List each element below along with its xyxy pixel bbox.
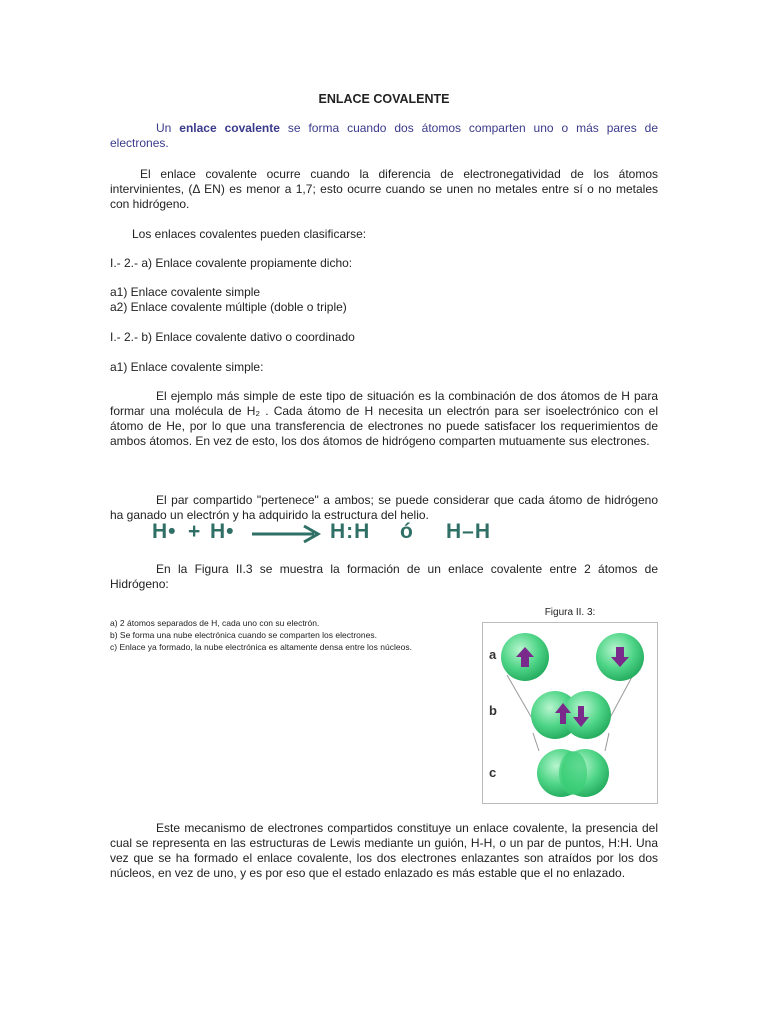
item-a1: a1) Enlace covalente simple <box>110 285 261 299</box>
lewis-h-atom-1: H• <box>152 520 177 543</box>
para4-text: El par compartido "pertenece" a ambos; se puede considerar que cada átomo de hidrógeno ha ganado un electrón y ha adquirido la estructura del helio. <box>110 493 658 522</box>
figure-title: Figura II. 3: <box>544 607 596 618</box>
paragraph-classification <box>110 227 366 242</box>
figure-caption-a: a) 2 átomos separados de H, cada uno con su electrón. <box>110 618 320 628</box>
para2-text: Los enlaces covalentes pueden clasificarse: <box>132 227 367 241</box>
para1-text: El enlace covalente ocurre cuando la diferencia de electronegatividad de los átomos intervinientes, (Δ EN) es menor a 1,7; esto ocurre cuando se unen no metales entre sí o no metales con hidrógeno. <box>110 167 658 211</box>
para5-text: En la Figura II.3 se muestra la formación de un enlace covalente entre 2 átomos de Hidrógeno: <box>110 562 658 591</box>
para3-text: El ejemplo más simple de este tipo de situación es la combinación de dos átomos de H para formar una molécula de H₂ . Cada átomo de H necesita un electrón para ser isoelectrónico con el átomo de He, por lo que una transferencia de electrones no puede satisfacer los requerimientos de ambos átomos. En vez de esto, los dos átomos de hidrógeno comparten mutuamente sus electrones. <box>110 389 658 448</box>
figure-caption-c: c) Enlace ya formado, la nube electrónica es altamente densa entre los núcleos. <box>110 642 412 652</box>
figure-ii3 <box>482 622 658 804</box>
heading-b: I.- 2.- b) Enlace covalente dativo o coordinado <box>110 330 355 344</box>
lewis-or: ó <box>400 520 414 543</box>
lewis-plus: + <box>188 520 202 543</box>
paragraph-conclusion <box>110 821 658 881</box>
reaction-arrow-icon <box>252 524 322 544</box>
figure-label-b: b <box>489 703 497 718</box>
electron-cloud <box>559 751 587 795</box>
figure-label-c: c <box>489 765 497 780</box>
hydrogen-bond-diagram <box>483 623 657 803</box>
lewis-product-dash: H–H <box>446 520 492 543</box>
intro-post: se forma cuando dos átomos comparten uno o más pares de electrones. <box>110 121 658 150</box>
figure-caption-b: b) Se forma una nube electrónica cuando se comparten los electrones. <box>110 630 377 640</box>
intro-pre: Un <box>156 121 180 135</box>
figure-label-a: a <box>489 647 497 662</box>
heading-a: I.- 2.- a) Enlace covalente propiamente dicho: <box>110 256 353 270</box>
item-a1-simple: a1) Enlace covalente simple: <box>110 360 264 374</box>
paragraph-electronegativity <box>110 167 658 212</box>
intro-paragraph <box>110 121 658 151</box>
para6-text: Este mecanismo de electrones compartidos constituye un enlace covalente, la presencia del cual se representa en las estructuras de Lewis mediante un guión, H-H, o un par de puntos, H:H. Una vez que se ha formado el enlace covalente, los dos electrones enlazantes son atraídos por los dos núcleos, en vez de uno, y es por eso que el estado enlazado es más estable que el no enlazado. <box>110 821 658 880</box>
lewis-h-atom-2: H• <box>210 520 235 543</box>
page-title: ENLACE COVALENTE <box>318 92 450 106</box>
paragraph-shared-pair <box>110 493 658 523</box>
paragraph-figure-intro <box>110 562 658 592</box>
item-a2: a2) Enlace covalente múltiple (doble o triple) <box>110 300 347 314</box>
lewis-product-dots: H:H <box>330 520 371 543</box>
overlap-atom-right <box>563 691 611 739</box>
intro-term: enlace covalente <box>179 121 280 135</box>
paragraph-example <box>110 389 658 449</box>
